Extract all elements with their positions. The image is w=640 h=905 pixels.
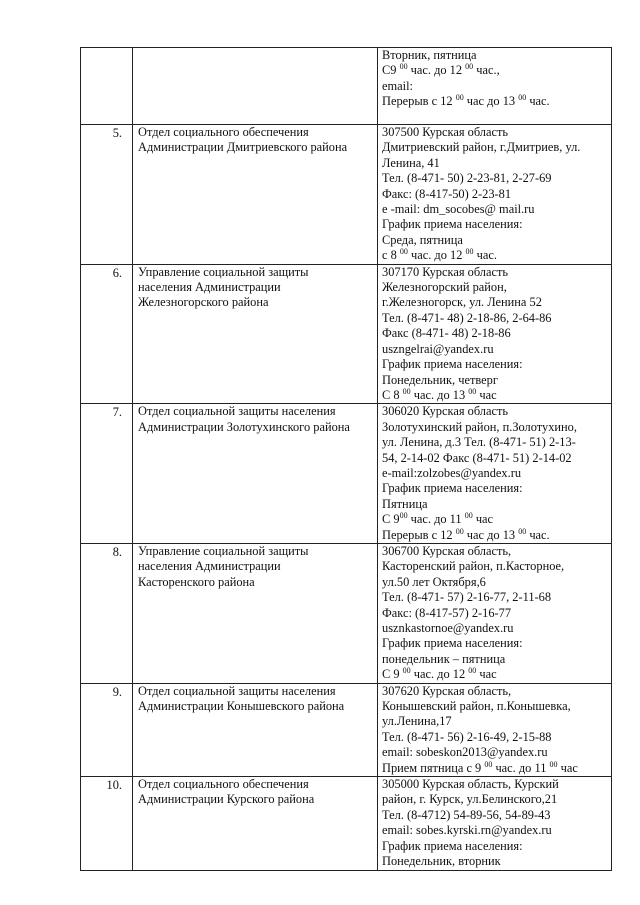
office-name-line: Администрации Золотухинского района <box>138 419 350 434</box>
row-number-cell <box>81 48 133 125</box>
contact-info-text: С9 <box>382 63 400 78</box>
contact-info-line: Дмитриевский район, г.Дмитриев, ул. <box>382 140 581 155</box>
contact-info-text: Перерыв с 12 <box>382 94 456 109</box>
time-minutes-superscript: 00 <box>455 93 464 103</box>
contact-info-text: час., <box>473 63 500 78</box>
contact-info-line <box>382 512 609 527</box>
time-minutes-superscript: 00 <box>399 511 408 521</box>
office-name-cell <box>133 48 378 125</box>
contact-info-line: Золотухинский район, п.Золотухино, <box>382 419 577 434</box>
contact-info-cell <box>378 48 612 125</box>
office-name-line: Железногорского района <box>138 295 269 310</box>
time-minutes-superscript: 00 <box>518 526 527 536</box>
contact-info-line: Понедельник, четверг <box>382 372 498 387</box>
contact-info-text: час. до 11 <box>492 760 550 775</box>
contact-info-text: час <box>557 760 578 775</box>
contact-info-text: Прием пятница с 9 <box>382 760 485 775</box>
office-name-cell <box>133 543 378 683</box>
office-name-line: Администрации Конышевского района <box>138 699 345 714</box>
contact-info-line: email: sobeskon2013@yandex.ru <box>382 745 548 760</box>
contact-info-line <box>382 248 609 263</box>
contact-info-text: с 8 <box>382 248 400 263</box>
contact-info-text: час. <box>473 248 497 263</box>
time-minutes-superscript: 00 <box>402 386 411 396</box>
office-name-cell <box>133 683 378 776</box>
table-row <box>81 777 612 870</box>
contact-info-line: График приема населения: <box>382 636 523 651</box>
contact-info-cell <box>378 543 612 683</box>
contact-info-text: час <box>476 387 497 402</box>
contact-info-line: Факс: (8-417-57) 2-16-77 <box>382 605 512 620</box>
time-minutes-superscript: 00 <box>465 247 474 257</box>
row-number-cell <box>81 404 133 544</box>
contact-info-cell <box>378 264 612 404</box>
contact-info-line: email: sobes.kyrski.rn@yandex.ru <box>382 823 552 838</box>
table-row <box>81 683 612 776</box>
contact-info-line: Понедельник, вторник <box>382 854 501 869</box>
office-name-cell <box>133 264 378 404</box>
contact-info-text: час. до 13 <box>410 387 469 402</box>
contact-info-line <box>382 761 609 776</box>
contact-info-line: Тел. (8-471- 48) 2-18-86, 2-64-86 <box>382 310 552 325</box>
time-minutes-superscript: 00 <box>468 666 477 676</box>
office-name-line: Управление социальной защиты <box>138 543 309 558</box>
contact-info-text: час. до 12 <box>407 248 466 263</box>
row-number: 6. <box>112 265 122 280</box>
contact-info-line: Факс (8-471- 48) 2-18-86 <box>382 326 511 341</box>
office-name-line: Отдел социальной защиты населения <box>138 404 336 419</box>
contact-info-line: Конышевский район, п.Конышевка, <box>382 699 571 714</box>
contact-info-line: График приема населения: <box>382 357 523 372</box>
time-minutes-superscript: 00 <box>465 62 474 72</box>
office-name-line: Администрации Курского района <box>138 792 315 807</box>
time-minutes-superscript: 00 <box>464 511 473 521</box>
contact-info-line: понедельник – пятница <box>382 651 506 666</box>
contact-info-line: Среда, пятница <box>382 232 463 247</box>
contact-info-cell <box>378 683 612 776</box>
offices-table <box>80 47 612 871</box>
contact-info-text: С 9 <box>382 667 403 682</box>
contact-info-line: 306700 Курская область, <box>382 543 512 558</box>
office-name-line: Касторенского района <box>138 574 255 589</box>
office-name-cell <box>133 404 378 544</box>
contact-info-line: График приема населения: <box>382 217 523 232</box>
contact-info-line: usznkastornoe@yandex.ru <box>382 621 514 635</box>
contact-info-line <box>382 94 609 109</box>
contact-info-line: Тел. (8-471- 56) 2-16-49, 2-15-88 <box>382 729 552 744</box>
contact-info-line: Пятница <box>382 496 428 511</box>
contact-info-line <box>382 63 609 78</box>
office-name-line: населения Администрации <box>138 280 281 295</box>
contact-info-text: час. до 12 <box>407 63 466 78</box>
contact-info-line: uszngelrai@yandex.ru <box>382 341 494 356</box>
contact-info-line: email: <box>382 78 413 93</box>
contact-info-text: час до 13 <box>463 94 519 109</box>
contact-info-line: 54, 2-14-02 Факс (8-471- 51) 2-14-02 <box>382 450 572 465</box>
contact-info-text: С 8 <box>382 387 403 402</box>
contact-info-line: ул.50 лет Октября,6 <box>382 574 486 589</box>
table-row <box>81 125 612 265</box>
contact-info-text: час. <box>526 527 550 542</box>
table-row <box>81 404 612 544</box>
contact-info-line: 305000 Курская область, Курский <box>382 777 559 792</box>
time-minutes-superscript: 00 <box>549 759 558 769</box>
office-name-line: населения Администрации <box>138 559 281 574</box>
contact-info-cell <box>378 777 612 870</box>
contact-info-cell <box>378 404 612 544</box>
time-minutes-superscript: 00 <box>399 62 408 72</box>
contact-info-cell <box>378 125 612 265</box>
office-name-line: Администрации Дмитриевского района <box>138 140 348 155</box>
contact-info-line: район, г. Курск, ул.Белинского,21 <box>382 792 558 807</box>
contact-info-text: Перерыв с 12 <box>382 527 456 542</box>
contact-info-text: час <box>472 512 494 527</box>
contact-info-line: График приема населения: <box>382 838 523 853</box>
contact-info-line: 306020 Курская область <box>382 404 509 419</box>
contact-info-line: 307170 Курская область <box>382 264 509 279</box>
contact-info-line: Касторенский район, п.Касторное, <box>382 559 565 574</box>
office-name-line: Отдел социального обеспечения <box>138 777 309 792</box>
contact-info-line: ул.Ленина,17 <box>382 714 452 729</box>
row-number: 7. <box>112 405 122 420</box>
contact-info-text: С 9 <box>382 512 400 527</box>
contact-info-line: Факс: (8-417-50) 2-23-81 <box>382 186 512 201</box>
time-minutes-superscript: 00 <box>455 526 464 536</box>
contact-info-text: час <box>476 667 497 682</box>
contact-info-line: ул. Ленина, д.3 Тел. (8-471- 51) 2-13- <box>382 435 576 450</box>
row-number-cell <box>81 264 133 404</box>
row-number-cell <box>81 543 133 683</box>
contact-info-line: Вторник, пятница <box>382 48 477 62</box>
row-number-cell <box>81 125 133 265</box>
contact-info-line: Тел. (8-4712) 54-89-56, 54-89-43 <box>382 807 551 822</box>
contact-info-line: Ленина, 41 <box>382 155 440 170</box>
contact-info-line: Железногорский район, <box>382 280 507 295</box>
row-number: 10. <box>106 778 122 793</box>
table-row <box>81 264 612 404</box>
contact-info-line: Тел. (8-471- 57) 2-16-77, 2-11-68 <box>382 590 552 605</box>
time-minutes-superscript: 00 <box>399 247 408 257</box>
time-minutes-superscript: 00 <box>468 386 477 396</box>
contact-info-text: час до 13 <box>463 527 519 542</box>
office-name-line: Управление социальной защиты <box>138 264 309 279</box>
contact-info-text: час. до 12 <box>410 667 469 682</box>
table-row <box>81 543 612 683</box>
contact-info-text: час. до 11 <box>407 512 465 527</box>
contact-info-line <box>382 388 609 403</box>
row-number-cell <box>81 777 133 870</box>
contact-info-line: График приема населения: <box>382 481 523 496</box>
row-number: 9. <box>112 684 122 699</box>
office-name-line: Отдел социального обеспечения <box>138 125 309 139</box>
contact-info-line: е -mail: dm_socobes@ mail.ru <box>382 202 535 217</box>
row-number-cell <box>81 683 133 776</box>
time-minutes-superscript: 00 <box>484 759 493 769</box>
office-name-cell <box>133 777 378 870</box>
contact-info-line: Тел. (8-471- 50) 2-23-81, 2-27-69 <box>382 171 552 186</box>
office-name-cell <box>133 125 378 265</box>
offices-table-body <box>81 48 612 871</box>
contact-info-line: 307500 Курская область <box>382 125 509 139</box>
contact-info-line: г.Железногорск, ул. Ленина 52 <box>382 295 542 310</box>
time-minutes-superscript: 00 <box>402 666 411 676</box>
contact-info-line: 307620 Курская область, <box>382 683 512 698</box>
contact-info-line <box>382 528 609 543</box>
contact-info-line: e-mail:zolzobes@yandex.ru <box>382 465 522 480</box>
table-row <box>81 48 612 125</box>
contact-info-text: час. <box>526 94 550 109</box>
row-number: 5. <box>112 126 122 140</box>
time-minutes-superscript: 00 <box>518 93 527 103</box>
office-name-line: Отдел социальной защиты населения <box>138 683 336 698</box>
row-number: 8. <box>112 544 122 559</box>
contact-info-line <box>382 667 609 682</box>
